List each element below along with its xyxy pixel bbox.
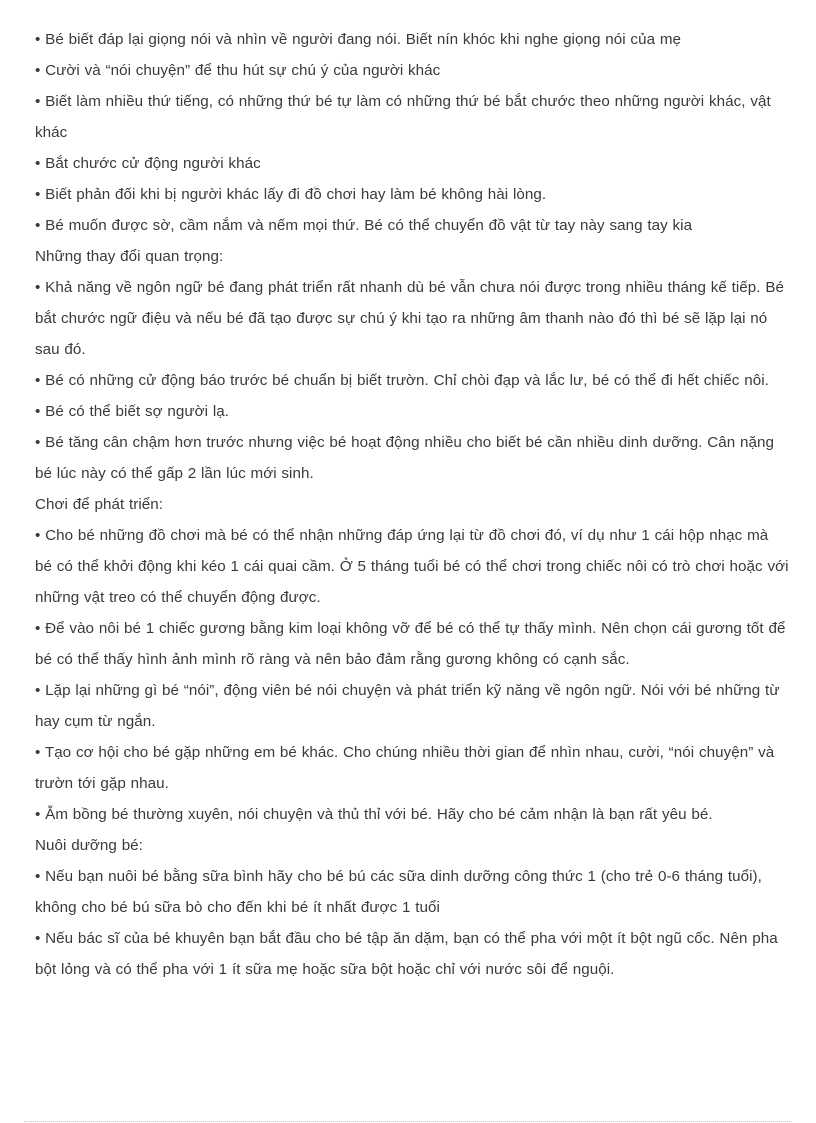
article-body	[35, 24, 790, 985]
paragraph: • Biết phản đối khi bị người khác lấy đi đồ chơi hay làm bé không hài lòng.	[35, 186, 547, 203]
paragraph: • Tạo cơ hội cho bé gặp những em bé khác. Cho chúng nhiều thời gian để nhìn nhau, cười, “nói chuyện” và trườn tới gặp nhau.	[35, 744, 775, 792]
paragraph: • Để vào nôi bé 1 chiếc gương bằng kim loại không vỡ để bé có thể tự thấy mình. Nên chọn cái gương tốt để bé có thể thấy hình ảnh mình rõ ràng và nên bảo đảm rằng gương không có cạnh sắc.	[35, 620, 786, 668]
paragraph: • Biết làm nhiều thứ tiếng, có những thứ bé tự làm có những thứ bé bắt chước theo những người khác, vật khác	[35, 93, 771, 141]
paragraph: • Bé muốn được sờ, cầm nắm và nếm mọi thứ. Bé có thể chuyển đồ vật từ tay này sang tay kia	[35, 217, 693, 234]
paragraph: • Nếu bạn nuôi bé bằng sữa bình hãy cho bé bú các sữa dinh dưỡng công thức 1 (cho trẻ 0-6 tháng tuổi), không cho bé bú sữa bò cho đến khi bé ít nhất được 1 tuổi	[35, 868, 762, 916]
section-heading: Chơi để phát triển:	[35, 496, 164, 513]
section-heading: Những thay đổi quan trọng:	[35, 248, 224, 265]
paragraph: • Bé tăng cân chậm hơn trước nhưng việc bé hoạt động nhiều cho biết bé cần nhiều dinh dưỡng. Cân nặng bé lúc này có thể gấp 2 lần lúc mới sinh.	[35, 434, 775, 482]
paragraph: • Cho bé những đồ chơi mà bé có thể nhận những đáp ứng lại từ đồ chơi đó, ví dụ như 1 cái hộp nhạc mà bé có thể khởi động khi kéo 1 cái quai cầm. Ở 5 tháng tuổi bé có thể chơi trong chiếc nôi có trò chơi hoặc với những vật treo có thể chuyển động được.	[35, 527, 789, 606]
paragraph: • Cười và “nói chuyện” để thu hút sự chú ý của người khác	[35, 62, 441, 79]
paragraph: • Bé có những cử động báo trước bé chuẩn bị biết trườn. Chỉ chòi đạp và lắc lư, bé có thể đi hết chiếc nôi.	[35, 372, 769, 389]
paragraph: • Lặp lại những gì bé “nói”, động viên bé nói chuyện và phát triển kỹ năng về ngôn ngữ. Nói với bé những từ hay cụm từ ngắn.	[35, 682, 780, 730]
paragraph: • Nếu bác sĩ của bé khuyên bạn bắt đầu cho bé tập ăn dặm, bạn có thể pha với một ít bột ngũ cốc. Nên pha bột lỏng và có thể pha với 1 ít sữa mẹ hoặc sữa bột hoặc chỉ với nước sôi để nguội.	[35, 930, 778, 978]
paragraph: • Bé có thể biết sợ người lạ.	[35, 403, 230, 420]
paragraph: • Bé biết đáp lại giọng nói và nhìn về người đang nói. Biết nín khóc khi nghe giọng nói của mẹ	[35, 31, 682, 48]
paragraph: • Ẵm bồng bé thường xuyên, nói chuyện và thủ thỉ với bé. Hãy cho bé cảm nhận là bạn rất yêu bé.	[35, 806, 713, 823]
section-heading: Nuôi dưỡng bé:	[35, 837, 143, 854]
paragraph: • Khả năng về ngôn ngữ bé đang phát triển rất nhanh dù bé vẫn chưa nói được trong nhiều tháng kế tiếp. Bé bắt chước ngữ điệu và nếu bé đã tạo được sự chú ý khi tạo ra những âm thanh nào đó thì bé sẽ lặp lại nó sau đó.	[35, 279, 785, 358]
paragraph: • Bắt chước cử động người khác	[35, 155, 261, 172]
bottom-divider	[24, 1121, 792, 1122]
